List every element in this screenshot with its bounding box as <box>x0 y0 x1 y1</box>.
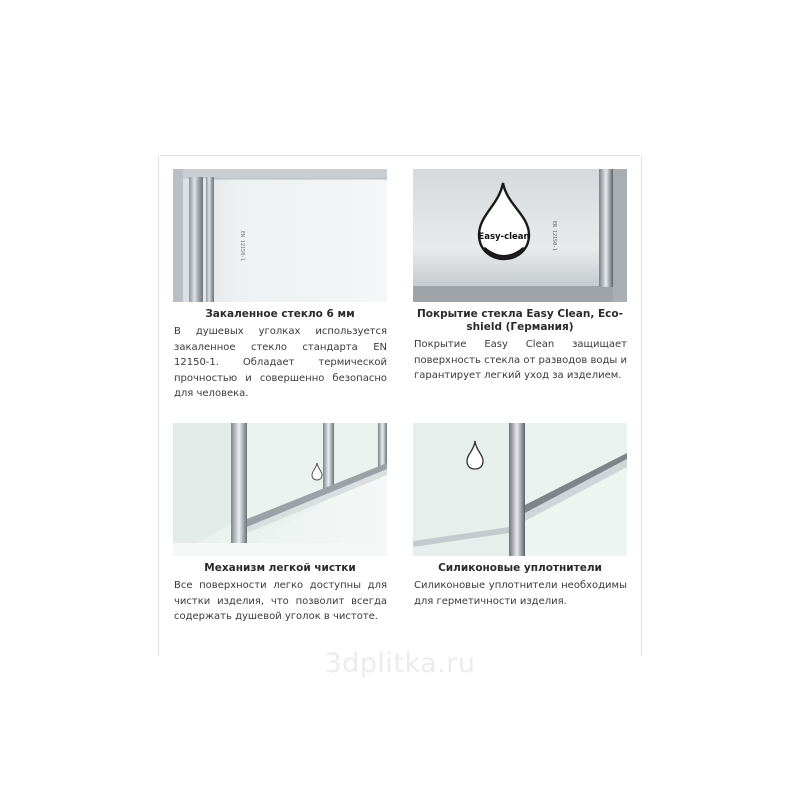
feature-easy-cleaning-mechanism <box>173 423 387 625</box>
sliding-mechanism-photo <box>173 423 387 556</box>
glass-marking: EN 12150-1 <box>551 221 557 252</box>
easy-clean-photo <box>413 169 627 302</box>
watermark: 3dplitka.ru <box>324 648 476 679</box>
feature-description: Силиконовые уплотнители необходимы для герметичности изделия. <box>414 580 627 607</box>
feature-silicone-seals <box>413 423 627 609</box>
feature-easy-clean <box>413 169 627 384</box>
easy-clean-badge: Easy-clean <box>478 232 530 242</box>
feature-description: В душевых уголках используется закаленное стекло стандарта EN 12150-1. Обладает термической прочностью и совершенно безопасно для человека. <box>174 326 387 399</box>
feature-title: Покрытие стекла Easy Clean, Eco-shield (Германия) <box>417 308 623 333</box>
feature-description: Покрытие Easy Clean защищает поверхность стекла от разводов воды и гарантирует легкий уход за изделием. <box>414 339 627 381</box>
feature-title: Механизм легкой чистки <box>204 562 356 574</box>
glass-marking: EN 12150-1 <box>239 231 245 262</box>
feature-title: Силиконовые уплотнители <box>438 562 602 574</box>
silicone-seal-photo <box>413 423 627 556</box>
feature-description: Все поверхности легко доступны для чистки изделия, что позволит всегда содержать душевой уголок в чистоте. <box>174 580 387 622</box>
feature-title: Закаленное стекло 6 мм <box>205 308 355 320</box>
feature-tempered-glass <box>173 169 387 402</box>
tempered-glass-photo <box>173 169 387 302</box>
